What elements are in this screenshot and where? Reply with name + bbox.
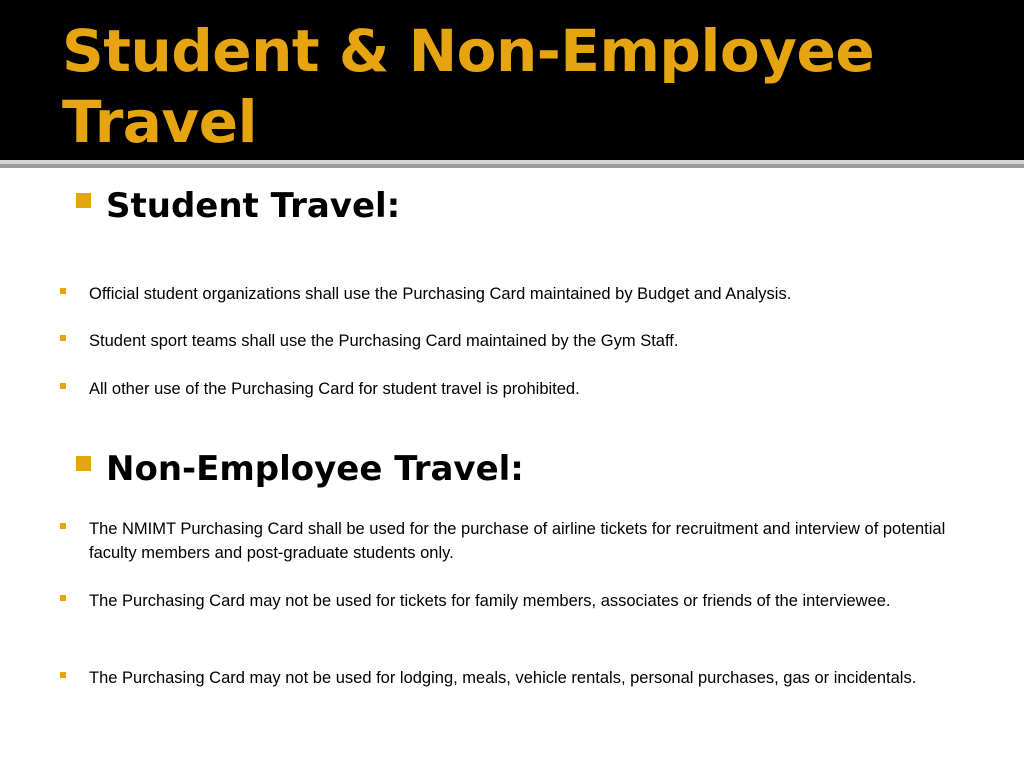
slide-title: Student & Non-Employee Travel (62, 17, 875, 156)
list-item-text: All other use of the Purchasing Card for student travel is prohibited. (89, 380, 580, 398)
square-bullet-icon (60, 523, 66, 529)
section-heading-label: Student Travel: (106, 186, 401, 226)
square-bullet-icon (60, 383, 66, 389)
list-item-text: The Purchasing Card may not be used for tickets for family members, associates or friends of the interviewee. (89, 592, 891, 610)
list-item-text: The NMIMT Purchasing Card shall be used for the purchase of airline tickets for recruitment and interview of potential faculty members and post-graduate students only. (89, 520, 946, 562)
square-bullet-icon (76, 193, 91, 208)
square-bullet-icon (60, 595, 66, 601)
title-bar (0, 0, 1024, 160)
list-item-text: Student sport teams shall use the Purchasing Card maintained by the Gym Staff. (89, 332, 679, 350)
square-bullet-icon (76, 456, 91, 471)
square-bullet-icon (60, 335, 66, 341)
section-heading-label: Non-Employee Travel: (106, 449, 524, 489)
list-item-text: The Purchasing Card may not be used for lodging, meals, vehicle rentals, personal purchases, gas or incidentals. (89, 669, 917, 687)
square-bullet-icon (60, 672, 66, 678)
title-divider-dark (0, 164, 1024, 168)
square-bullet-icon (60, 288, 66, 294)
list-item-text: Official student organizations shall use the Purchasing Card maintained by Budget and Analysis. (89, 285, 792, 303)
